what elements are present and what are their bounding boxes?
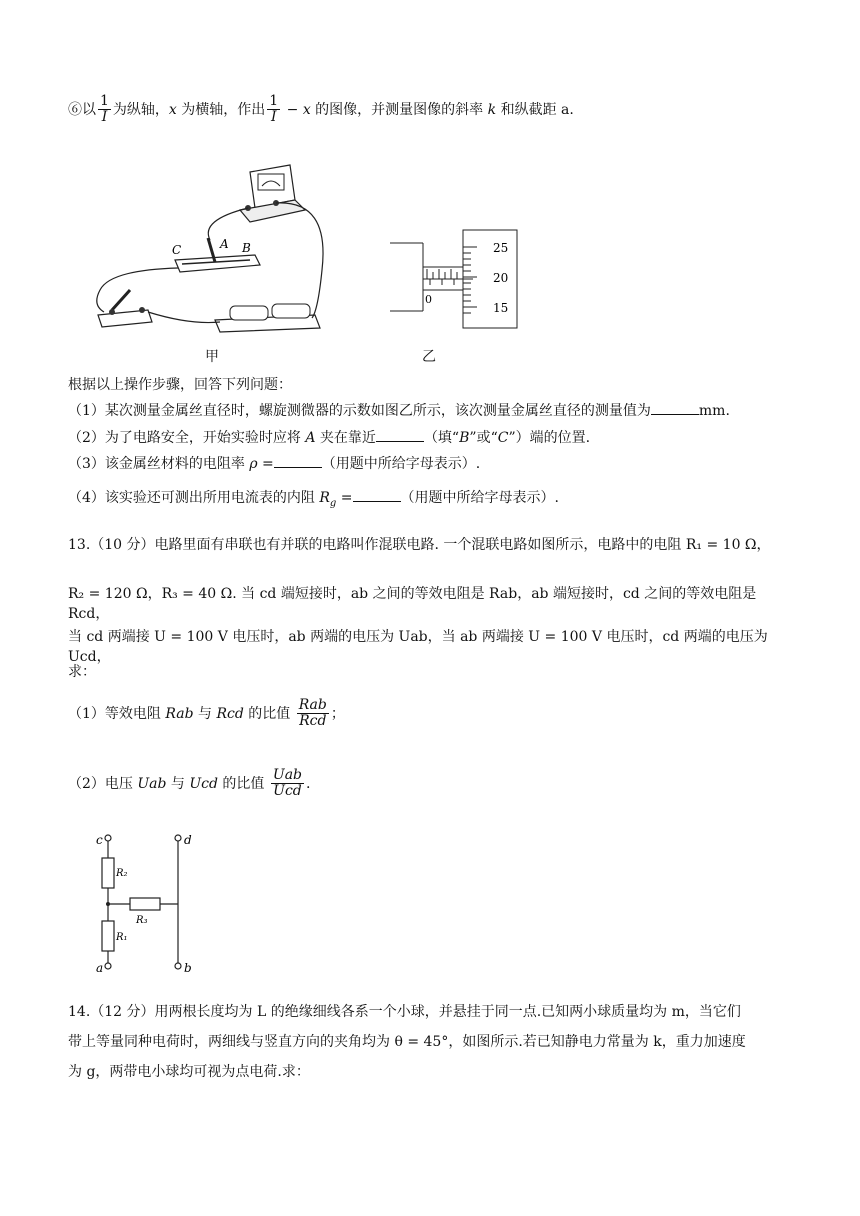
question-1: （1）某次测量金属丝直径时，螺旋测微器的示数如图乙所示，该次测量金属丝直径的测量值为 mm. [68,403,730,419]
p14-line3: 为 g，两带电小球均可视为点电荷.求： [68,1064,310,1080]
question-4: （4）该实验还可测出所用电流表的内阻 $R_g$ = （用题中所给字母表示）. [68,490,559,509]
scale-label-15: 15 [493,301,509,315]
resistor-R3 [130,898,160,910]
answer-blank-2 [376,429,424,442]
ammeter-icon [240,165,305,222]
label-R3: R₃ [136,915,148,926]
p13-line3: 当 cd 两端接 U = 100 V 电压时，ab 两端的电压为 Uab，当 ab 两端接 U = 100 V 电压时，cd 两端的电压为 Ucd， [68,629,768,665]
p13-line2: R₂ = 120 Ω，R₃ = 40 Ω. 当 cd 端短接时，ab 之间的等效电阻是 Rab，ab 端短接时，cd 之间的等效电阻是 Rcd， [68,586,757,622]
terminal-a: a [96,961,104,975]
fraction-1-over-I-b: $\frac{1}{I}$ [269,93,279,126]
scale-label-20: 20 [493,271,509,285]
apparatus-figure [90,160,330,335]
caption-yi: 乙 [422,349,436,365]
p13-sub1: （1）等效电阻 Rab 与 Rcd 的比值 $\frac{\text{Rab}}{\text{Rcd}}$ ； [68,697,345,730]
resistor-R1 [102,921,114,951]
zero-label: 0 [425,293,432,306]
p13-sub2: （2）电压 Uab 与 Ucd 的比值 $\frac{\text{Uab}}{\text{Ucd}}$ . [68,767,311,800]
answer-blank-3 [274,455,322,468]
p14-line2: 带上等量同种电荷时，两细线与竖直方向的夹角均为 θ = 45°，如图所示.若已知静电力常量为 k，重力加速度 [68,1034,746,1050]
circuit-diagram [88,826,208,976]
answer-blank-1 [651,402,699,415]
caption-jia: 甲 [205,349,219,365]
fraction-Rab-Rcd: $\frac{\text{Rab}}{\text{Rcd}}$ [298,697,327,730]
answer-blank-4 [353,489,401,502]
p13-line1: 13.（10 分）电路里面有串联也有并联的电路叫作混联电路. 一个混联电路如图所示，电路中的电阻 R₁ = 10 Ω， [68,537,771,553]
label-C: C [172,243,182,257]
fraction-Uab-Ucd: $\frac{\text{Uab}}{\text{Ucd}}$ [272,767,302,800]
step6-line: ⑥以 $\frac{1}{I}$ 为纵轴，x 为横轴，作出 $\frac{1}{I}$ − x 的图像，并测量图像的斜率 k 和纵截距 a. [68,93,574,126]
p13-line4: 求： [68,664,96,680]
terminal-b: b [184,961,192,975]
battery-icon [215,304,320,332]
micrometer-figure [385,225,525,335]
scale-label-25: 25 [493,241,509,255]
terminal-c: c [96,833,103,847]
terminal-d: d [184,833,192,847]
label-R1: R₁ [116,932,128,943]
step-number: ⑥ [68,101,82,118]
fraction-1-over-I: $\frac{1}{I}$ [100,93,109,126]
label-A: A [220,237,229,251]
resistor-R2 [102,858,114,888]
question-2: （2）为了电路安全，开始实验时应将 A 夹在靠近 （填“B”或“C”）端的位置. [68,430,591,446]
p14-line1: 14.（12 分）用两根长度均为 L 的绝缘细线各系一个小球，并悬挂于同一点.已知两小球质量均为 m，当它们 [68,1004,741,1020]
label-R2: R₂ [116,868,128,879]
switch-icon [98,290,152,327]
label-B: B [242,241,251,255]
intro-text: 根据以上操作步骤，回答下列问题： [68,377,292,393]
question-3: （3）该金属丝材料的电阻率 ρ = （用题中所给字母表示）. [68,456,481,472]
